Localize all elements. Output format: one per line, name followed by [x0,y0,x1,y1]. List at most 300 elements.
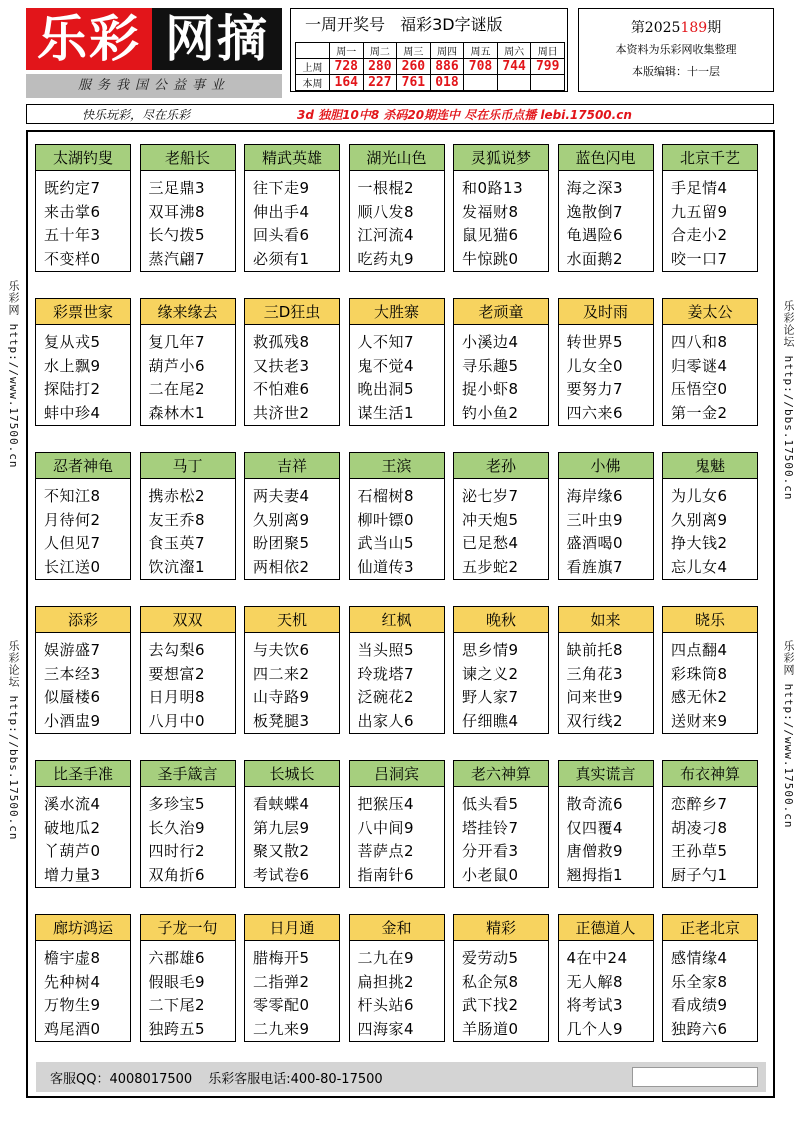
riddle-line: 塔挂铃7 [462,818,519,837]
riddle-author: 老船长 [141,145,235,171]
riddle-line: 来击掌6 [44,202,101,221]
riddle-author: 缘来缘去 [141,299,235,325]
riddle-line: 三本经3 [44,664,101,683]
side-text-right-top: 乐彩论坛 http://bbs.17500.cn [782,300,795,501]
riddle-card [349,760,445,888]
riddle-line: 两夫妻4 [253,487,310,505]
riddle-lines [350,633,444,733]
riddle-line: 长久治9 [148,818,206,837]
riddle-author: 正德道人 [559,915,653,941]
riddle-line: 仙道传3 [357,557,415,576]
riddle-line: 食玉英7 [148,534,206,552]
riddle-line: 檐宇虚8 [44,949,101,967]
riddle-lines [454,633,548,733]
editor-credit: 本版编辑：十一层 [632,65,720,78]
week-title: 一周开奖号 [305,15,386,34]
riddle-line: 牛惊跳0 [462,249,519,268]
draw-number [531,75,565,91]
riddle-lines [454,787,548,887]
riddle-line: 蚌中珍4 [44,403,101,422]
slogan: 服务我国公益事业 [26,74,282,98]
riddle-lines [350,479,444,579]
riddle-card [244,144,340,272]
riddle-line: 散奇流6 [566,795,624,813]
riddle-line: 泌七岁7 [462,487,519,505]
riddle-lines [559,325,653,425]
riddle-author: 三D狂虫 [245,299,339,325]
riddle-line: 四海家4 [357,1019,415,1038]
riddle-line: 手足情4 [671,179,728,197]
riddle-line: 江河流4 [357,226,415,244]
riddle-line: 海之深3 [566,179,624,197]
logo [26,8,282,70]
riddle-card [558,914,654,1042]
riddle-author: 子龙一句 [141,915,235,941]
row-label-last-week: 上周 [296,59,330,75]
riddle-line: 咬一口7 [671,249,728,268]
riddle-line: 指南针6 [357,865,415,884]
riddle-line: 儿女全0 [566,356,624,375]
riddle-line: 小酒盅9 [44,711,101,730]
riddle-card [140,914,236,1042]
riddle-line: 双角折6 [148,865,206,884]
riddle-line: 五十年3 [44,226,101,244]
riddle-line: 已足愁4 [462,534,519,552]
day-label: 周六 [497,43,531,59]
riddle-line: 日月明8 [148,688,206,706]
riddle-line: 厨子勺1 [671,865,728,884]
riddle-line: 长勺拨5 [148,226,206,244]
riddle-line: 三叶虫9 [566,510,624,529]
footer-phone: 乐彩客服电话:400-80-17500 [208,1071,383,1087]
riddle-line: 增力量3 [44,865,101,884]
riddle-line: 晚出洞5 [357,380,415,398]
riddle-line: 三角花3 [566,664,624,683]
riddle-line: 爱劳动5 [462,949,519,967]
riddle-card [35,760,131,888]
riddle-lines [36,633,130,733]
week-draw-panel [290,8,568,92]
riddle-line: 四八和8 [671,333,728,351]
riddle-author: 蓝色闪电 [559,145,653,171]
riddle-line: 友王乔8 [148,510,206,529]
riddle-author: 如来 [559,607,653,633]
draw-number [464,75,498,91]
riddle-line: 要想富2 [148,664,206,683]
riddle-line: 杆头站6 [357,996,415,1014]
riddle-line: 第九层9 [253,818,310,837]
riddle-card [453,144,549,272]
riddle-line: 菩萨点2 [357,842,415,860]
riddle-author: 添彩 [36,607,130,633]
riddle-lines [559,941,653,1041]
riddle-line: 葫芦小6 [148,356,206,375]
logo-part1: 乐彩 [26,8,152,70]
riddle-line: 小溪边4 [462,333,519,351]
riddle-line: 双耳沸8 [148,202,206,221]
riddle-line: 玲珑塔7 [357,664,415,683]
riddle-line: 王孙草5 [671,842,728,860]
riddle-line: 要努力7 [566,380,624,398]
riddle-line: 感无休2 [671,688,728,706]
riddle-line: 分开看3 [462,842,519,860]
riddle-line: 破地瓜2 [44,818,101,837]
riddle-line: 武下找2 [462,996,519,1014]
riddle-line: 复几年7 [148,333,206,351]
riddle-card [662,144,758,272]
riddle-card [453,760,549,888]
riddle-line: 水面鹅2 [566,249,624,268]
draw-number: 280 [363,59,397,75]
riddle-line: 私企氖8 [462,972,519,991]
riddle-line: 看旌旗7 [566,557,624,576]
riddle-line: 六郡雄6 [148,949,206,967]
riddle-line: 既约定7 [44,179,101,197]
riddle-line: 二九来9 [253,1019,310,1038]
riddle-author: 老六神算 [454,761,548,787]
day-label: 周三 [397,43,431,59]
riddle-author: 小佛 [559,453,653,479]
riddle-line: 五步蛇2 [462,557,519,576]
riddle-author: 天机 [245,607,339,633]
riddle-author: 日月通 [245,915,339,941]
riddle-author: 老孙 [454,453,548,479]
riddle-line: 柳叶镖0 [357,510,415,529]
riddle-line: 独跨六6 [671,1019,728,1038]
riddle-card [349,144,445,272]
riddle-line: 两相依2 [253,557,310,576]
riddle-author: 正老北京 [663,915,757,941]
day-label: 周二 [363,43,397,59]
riddle-lines [663,787,757,887]
riddle-card [349,452,445,580]
riddle-card [140,144,236,272]
riddle-line: 思乡情9 [462,641,519,659]
riddle-line: 问来世9 [566,688,624,706]
riddle-line: 万物生9 [44,996,101,1014]
riddle-line: 山寺路9 [253,688,310,706]
riddle-card [140,298,236,426]
riddle-line: 四六来6 [566,403,624,422]
corner-cell [296,43,330,59]
riddle-card [244,298,340,426]
riddle-line: 当头照5 [357,641,415,659]
riddle-line: 四点翻4 [671,641,728,659]
riddle-author: 灵狐说梦 [454,145,548,171]
riddle-line: 零零配0 [253,996,310,1014]
riddle-line: 乐全家8 [671,972,728,991]
riddle-lines [245,787,339,887]
riddle-card [558,760,654,888]
riddle-lines [454,325,548,425]
riddle-line: 水上飘9 [44,356,101,375]
draw-number: 728 [330,59,364,75]
riddle-line: 久别离9 [253,510,310,529]
riddle-card [35,298,131,426]
day-label: 周一 [330,43,364,59]
riddle-author: 吉祥 [245,453,339,479]
riddle-card [558,452,654,580]
riddle-card [140,452,236,580]
riddle-lines [36,787,130,887]
riddle-line: 盛酒喝0 [566,534,624,552]
riddle-lines [141,325,235,425]
riddle-line: 八中间9 [357,818,415,837]
riddle-line: 小老鼠0 [462,865,519,884]
banner-motto: 快乐玩彩，尽在乐彩 [82,107,191,122]
riddle-author: 吕洞宾 [350,761,444,787]
riddle-lines [141,479,235,579]
riddle-lines [350,941,444,1041]
riddle-line: 共济世2 [253,403,310,422]
riddle-line: 假眼毛9 [148,972,206,991]
riddle-line: 逸散倒7 [566,202,624,221]
draw-number: 018 [430,75,464,91]
riddle-author: 老顽童 [454,299,548,325]
riddle-line: 扁担挑2 [357,972,415,991]
issue-line [579,17,773,37]
riddle-author: 马丁 [141,453,235,479]
side-text-left-bottom: 乐彩论坛 http://bbs.17500.cn [7,640,20,841]
riddle-line: 必须有1 [253,249,310,268]
issue-prefix: 第2025 [630,20,681,36]
logo-part2: 网摘 [152,8,282,70]
riddle-card [244,914,340,1042]
side-text-left-top: 乐彩网 http://www.17500.cn [7,280,20,469]
riddle-line: 鼠见猫6 [462,226,519,244]
banner-promo-link[interactable]: 3d 独胆10中8 杀码20期连中 尽在乐币点播 lebi.17500.cn [297,107,632,122]
riddle-line: 救孤残8 [253,333,310,351]
riddle-line: 转世界5 [566,333,624,351]
riddle-line: 缺前托8 [566,641,624,659]
riddle-lines [559,787,653,887]
riddle-line: 将考试3 [566,996,624,1014]
riddle-line: 森林木1 [148,403,206,422]
riddle-lines [141,787,235,887]
riddle-author: 晚秋 [454,607,548,633]
riddle-line: 彩珠筒8 [671,664,728,683]
riddle-line: 久别离9 [671,510,728,529]
draw-number: 708 [464,59,498,75]
riddle-line: 仔细瞧4 [462,711,519,730]
riddle-author: 真实谎言 [559,761,653,787]
riddle-line: 仅四覆4 [566,818,624,837]
issue-note: 本资料为乐彩网收集整理 [615,43,737,56]
riddle-lines [663,171,757,271]
riddle-author: 长城长 [245,761,339,787]
riddle-grid [26,130,775,1098]
day-label: 周五 [464,43,498,59]
riddle-line: 腊梅开5 [253,949,310,967]
draw-number: 761 [397,75,431,91]
riddle-card [662,760,758,888]
riddle-line: 发福财8 [462,202,519,221]
riddle-lines [36,325,130,425]
riddle-line: 顺八发8 [357,202,415,221]
issue-suffix: 期 [707,20,722,36]
riddle-card [558,144,654,272]
riddle-lines [141,941,235,1041]
riddle-lines [245,325,339,425]
riddle-lines [141,171,235,271]
footer-qq: 客服QQ：4008017500 [50,1071,193,1087]
riddle-author: 忍者神龟 [36,453,130,479]
row-label-this-week: 本周 [296,75,330,91]
riddle-author: 金和 [350,915,444,941]
riddle-lines [663,479,757,579]
week-title-bar [291,9,567,41]
riddle-author: 精武英雄 [245,145,339,171]
riddle-line: 龟遇险6 [566,226,624,244]
riddle-line: 冲天炮5 [462,510,519,529]
riddle-lines [141,633,235,733]
riddle-line: 把猴压4 [357,795,415,813]
riddle-lines [245,479,339,579]
riddle-author: 北京千艺 [663,145,757,171]
draw-number: 260 [397,59,431,75]
riddle-card [349,606,445,734]
riddle-card [453,298,549,426]
riddle-line: 野人家7 [462,688,519,706]
riddle-line: 不知江8 [44,487,101,505]
riddle-author: 湖光山色 [350,145,444,171]
riddle-line: 翘拇指1 [566,865,624,884]
riddle-line: 羊肠道0 [462,1019,519,1038]
riddle-line: 感情缘4 [671,949,728,967]
riddle-lines [350,787,444,887]
riddle-card [349,298,445,426]
riddle-line: 送财来9 [671,711,728,730]
riddle-line: 不怕难6 [253,380,310,398]
riddle-line: 二下尾2 [148,996,206,1014]
riddle-lines [36,941,130,1041]
riddle-lines [245,171,339,271]
riddle-line: 胡凌刁8 [671,818,728,837]
riddle-line: 看蛱蝶4 [253,795,310,813]
riddle-line: 几个人9 [566,1019,624,1038]
riddle-line: 和0路13 [462,179,524,197]
riddle-line: 长江送0 [44,557,101,576]
riddle-line: 二在尾2 [148,380,206,398]
draw-number: 227 [363,75,397,91]
draw-number: 744 [497,59,531,75]
riddle-line: 去勾梨6 [148,641,206,659]
riddle-line: 为儿女6 [671,487,728,505]
riddle-card [558,606,654,734]
riddle-line: 不变样0 [44,249,101,268]
riddle-line: 谏之义2 [462,664,519,683]
riddle-line: 谋生活1 [357,403,415,422]
riddle-lines [663,941,757,1041]
riddle-card [35,452,131,580]
issue-panel [578,8,774,92]
riddle-card [662,606,758,734]
riddle-card [35,144,131,272]
riddle-card [453,606,549,734]
riddle-line: 二指弹2 [253,972,310,991]
riddle-card [453,452,549,580]
riddle-author: 比圣手准 [36,761,130,787]
riddle-lines [36,479,130,579]
day-label: 周日 [531,43,565,59]
riddle-line: 四二来2 [253,664,310,683]
riddle-line: 板凳腿3 [253,711,310,730]
riddle-line: 往下走9 [253,179,310,197]
riddle-line: 低头看5 [462,795,519,813]
footer-blank-box [632,1067,758,1087]
riddle-line: 多珍宝5 [148,795,206,813]
riddle-line: 海岸缘6 [566,487,624,505]
riddle-line: 聚又散2 [253,842,310,860]
week-draw-table [295,42,565,91]
side-text-right-bottom: 乐彩网 http://www.17500.cn [782,640,795,829]
riddle-author: 圣手箴言 [141,761,235,787]
riddle-card [244,760,340,888]
riddle-card [453,914,549,1042]
draw-number: 886 [430,59,464,75]
riddle-line: 似蜃楼6 [44,688,101,706]
riddle-author: 鬼魅 [663,453,757,479]
riddle-author: 红枫 [350,607,444,633]
riddle-author: 彩票世家 [36,299,130,325]
riddle-line: 蒸汽翩7 [148,249,206,268]
riddle-card [349,914,445,1042]
riddle-line: 九五留9 [671,202,728,221]
riddle-line: 恋醉乡7 [671,795,728,813]
riddle-lines [245,941,339,1041]
riddle-author: 大胜寨 [350,299,444,325]
riddle-line: 双行线2 [566,711,624,730]
riddle-line: 八月中0 [148,711,206,730]
riddle-author: 太湖钓叟 [36,145,130,171]
riddle-lines [454,479,548,579]
riddle-line: 与夫饮6 [253,641,310,659]
riddle-line: 无人解8 [566,972,624,991]
riddle-line: 先种树4 [44,972,101,991]
riddle-line: 合走小2 [671,226,728,244]
riddle-line: 唐僧救9 [566,842,624,860]
day-label: 周四 [430,43,464,59]
draw-number [497,75,531,91]
riddle-lines [559,633,653,733]
draw-number: 164 [330,75,364,91]
riddle-line: 鸡尾酒0 [44,1019,101,1038]
riddle-card [662,298,758,426]
riddle-line: 看成绩9 [671,996,728,1014]
draw-number: 799 [531,59,565,75]
riddle-author: 精彩 [454,915,548,941]
riddle-line: 归零谜4 [671,356,728,375]
riddle-lines [454,941,548,1041]
riddle-card [140,760,236,888]
riddle-card [662,914,758,1042]
riddle-line: 丫葫芦0 [44,842,101,860]
riddle-card [140,606,236,734]
riddle-line: 二九在9 [357,949,415,967]
riddle-line: 三足鼎3 [148,179,206,197]
riddle-author: 晓乐 [663,607,757,633]
riddle-line: 出家人6 [357,711,415,730]
riddle-lines [245,633,339,733]
week-subtitle: 福彩3D字谜版 [400,15,503,34]
riddle-line: 吃药丸9 [357,249,415,268]
riddle-lines [350,171,444,271]
issue-number: 189 [680,20,708,36]
riddle-author: 王滨 [350,453,444,479]
riddle-card [35,606,131,734]
riddle-card [244,606,340,734]
riddle-line: 忘儿女4 [671,557,728,576]
